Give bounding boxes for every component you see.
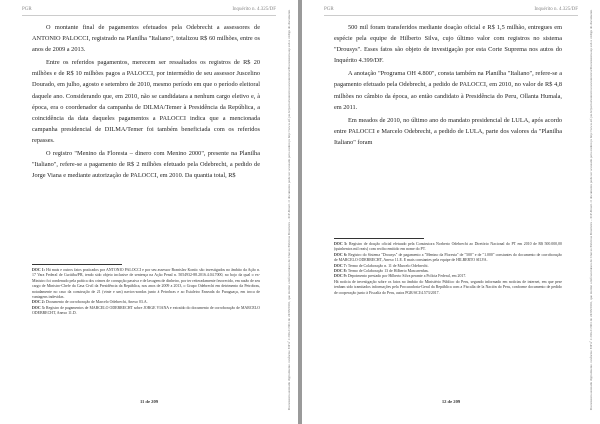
footnote-label: DOC 8: (334, 269, 348, 274)
footnote (32, 306, 260, 317)
page-header (324, 7, 578, 15)
footnote-text: Termo de Colaboração n. 11 de Marcelo Odebrecht. (347, 263, 429, 268)
digital-signature-note: Documento assinado digitalmente conforme MP nº 2.200-2/2001 de 24/08/2001, que institui a Infraestrutura de Chaves Públicas Brasileira – ICP-Brasil. O documento pode ser acessado pelo endereço http://www.stf.jus.br/portal/autenticacao/autenticarDocumento.asp sob o código do documento (286, 9, 291, 411)
footnote-text: Há notícia de investigação sobre os fatos no âmbito do Ministério Público do Peru, segundo informado em notícias de internet, em que pese tenham sido tramitados informações pela Procuradoria-Geral da República com a Fiscalía de la Nación do Peru, conforme documento de pedido de cooperação junto à Fiscalía do Peru, autos PGR/SCI/4.573/2017. (334, 279, 562, 295)
body-paragraph: 500 mil foram transferidos mediante doação oficial e R$ 1,5 milhão, entregues em espécie pela equipe de Hilberto Silva, cujo último valor com registros no sistema "Drousys". Esses fatos são objeto de investigação por esta Corte Suprema nos autos do Inquérito 4.399/DF. (334, 24, 562, 65)
body-paragraph: Em meados de 2010, no último ano do mandato presidencial de LULA, após acordo entre PALOCCI e Marcelo Odebrecht, a pedido de LULA, parte dos valores da "Planilha Italiano" foram (334, 116, 562, 146)
body-paragraph: O registro "Menino da Floresta – dinero com Menino 2000", presente na Planilha "Italiano", refere-se a pagamento de R$ 2 milhões efetuado pela Odebrecht, a pedido de Jorge Viana e mediante autorização de PALOCCI, em 2010. Da quantia total, R$ (32, 150, 260, 180)
footnote-label: DOC 9: (334, 274, 348, 279)
header-rule (324, 15, 578, 16)
footnote-label: DOC 1: (32, 268, 47, 272)
footnote-text: Termo de Colaboração 13 de Hilberto Mascarenhas. (347, 269, 429, 274)
footnote-text: Depoimento prestado por Hilberto Silva perante a Polícia Federal, em 2017. (347, 274, 467, 279)
body-paragraph: O montante final de pagamentos efetuados pela Odebrecht a assessores de ANTONIO PALOCCI, registrado na Planilha "Italiano", totalizou R$ 60 milhões, entre os anos de 2009 a 2013. (32, 24, 260, 54)
body-paragraph: A anotação "Programa OH 4.800", consta também na Planilha "Italiano", refere-se a pagamento efetuado pela Odebrecht, a pedido de PALOCCI, em 2010, no valor de R$ 4,8 milhões no câmbio da época, ao então candidato à Presidência do Peru, Ollanta Humala, em 2011. (334, 70, 562, 111)
body-paragraph: Entre os referidos pagamentos, merecem ser ressaltados os registros de R$ 20 milhões e de R$ 10 milhões pagos a PALOCCI, por intermédio de seu assessor Juscelino Dourado, em julho, agosto e setembro de 2010, mesmo período em que o período eleitoral daquele ano. Considerando que, em 2010, não se candidatara a nenhum cargo eletivo e, à época, era o coordenador da campanha de DILMA/Temer à Presidência da República, a coincidência da data daqueles pagamentos a PALOCCI indica que a mencionada campanha presidencial de DILMA/Temer foi também beneficiada com os referidos repasses. (32, 59, 260, 144)
page-number: 11 de 209 (139, 399, 159, 404)
footnote-text: Documento de corroboração de Marcelo Odebrecht, Anexo 03.A. (45, 300, 148, 305)
header-right: Inquérito n. 4.325/DF (534, 7, 578, 12)
footnote-text: Registro do Sistema "Drousys" de pagamento a "Menino da Floresta" de "500" e de "1.000" constantes do documento de corroboração de MARCELO ODEBRECHT, Anexo 11.E. E mais constantes pela equipe de HILBERTO SILVA. (334, 252, 562, 263)
footnote (334, 242, 562, 253)
footnote-label: DOC 6: (334, 252, 349, 257)
footnote (334, 280, 562, 296)
header-right: Inquérito n. 4.325/DF (232, 7, 276, 12)
footnote-text: Há mais e outros fatos praticados por ANTONIO PALOCCI e por seu assessor Branislav Kontic são investigados no âmbito da Ação n. 17 Vara Federal de Curitiba/PR, tendo sido objeto inclusive de sentença na Ação Penal n. 5054932-88.2016.4.04.7000, no bojo da qual o ex-Ministro foi condenado pela prática dos crimes de corrupção passiva e de lavagem de dinheiro, por ter reiteradamente favorecido, em razão de seu cargo de Ministro-Chefe da Casa Civil da Presidência da República, nos anos de 2009 a 2013, o Grupo Odebrecht em detrimento da Petrobras, notadamente no caso da construção de 21 (vinte e um) navios-sondas junto à Petrobras e ao Estaleiro Enseada do Paraguaçu, em troca de vantagens indevidas. (32, 268, 260, 300)
footnotes (32, 268, 260, 317)
footnote-text: Registro de doação oficial efetuado pela Construtora Norberto Odebrecht ao Diretório Nacional do PT em 2010 de R$ 500.000,00 (quinhentos mil reais) com recibo emitido em nome do PT. (334, 242, 562, 252)
footnote-text: Registro de pagamentos de MARCELO ODEBRECHT sobre JORGE VIANA e extraído do documento de corroboração de MARCELO ODEBRECHT, Anexo 11.D. (32, 305, 260, 316)
footnotes (334, 242, 562, 296)
body-text (334, 22, 562, 150)
footnote-rule (334, 238, 424, 239)
footnote-rule (32, 264, 122, 265)
footnote (32, 268, 260, 300)
footnote-label: DOC 3: (32, 305, 47, 310)
header-rule (22, 15, 276, 16)
footnote (334, 253, 562, 264)
page-number: 12 de 209 (441, 399, 461, 404)
footnote-label: DOC 2: (32, 300, 46, 305)
header-left: PGR (22, 7, 32, 12)
footnote-label: DOC 5: (334, 242, 350, 246)
digital-signature-note: Documento assinado digitalmente conforme MP nº 2.200-2/2001 de 24/08/2001, que institui a Infraestrutura de Chaves Públicas Brasileira – ICP-Brasil. O documento pode ser acessado pelo endereço http://www.stf.jus.br/portal/autenticacao/autenticarDocumento.asp sob o código do documento (588, 9, 593, 411)
header-left: PGR (324, 7, 334, 12)
document-page-left (0, 0, 298, 424)
document-page-right (302, 0, 600, 424)
footnote-label: DOC 7: (334, 263, 348, 268)
page-header (22, 7, 276, 15)
body-text (32, 22, 260, 183)
